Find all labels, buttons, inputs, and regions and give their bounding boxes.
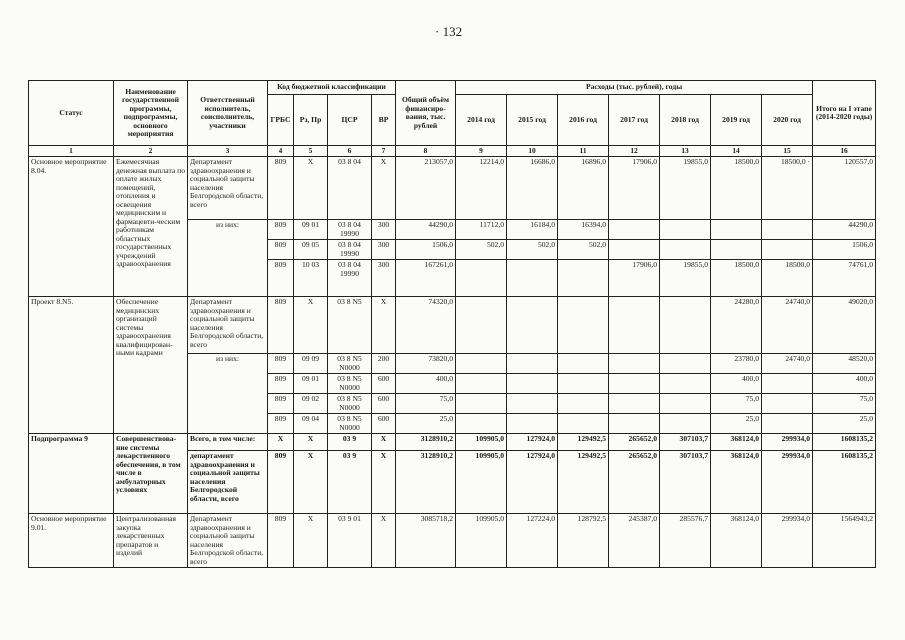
y2014-cell: 109905,0 <box>456 451 507 514</box>
responsible-cell: Всего, в том числе: <box>188 434 268 451</box>
vr-cell: 600 <box>372 374 396 394</box>
vr-cell: X <box>372 157 396 220</box>
y2020-cell <box>762 394 813 414</box>
y2015-cell: 502,0 <box>507 240 558 260</box>
csr-cell: 03 8 04 19990 <box>328 220 372 240</box>
grbs-cell: 809 <box>268 414 294 434</box>
y2014-cell <box>456 260 507 297</box>
y2015-cell: 16184,0 <box>507 220 558 240</box>
header-status: Статус <box>29 81 114 146</box>
header-vr: ВР <box>372 95 396 146</box>
table-row <box>29 514 876 568</box>
header-stage-total: Итого на I этапе (2014-2020 годы) <box>813 81 876 146</box>
csr-cell: 03 8 04 <box>328 157 372 220</box>
y2014-cell <box>456 394 507 414</box>
y2016-cell <box>558 297 609 354</box>
y2015-cell <box>507 260 558 297</box>
y2019-cell: 23780,0 <box>711 354 762 374</box>
y2015-cell: 127224,0 <box>507 514 558 568</box>
budget-table <box>28 80 876 568</box>
y2015-cell <box>507 297 558 354</box>
y2018-cell <box>660 220 711 240</box>
col-number: 1 <box>29 146 114 157</box>
y2014-cell: 11712,0 <box>456 220 507 240</box>
y2018-cell <box>660 374 711 394</box>
y2019-cell: 368124,0 <box>711 434 762 451</box>
y2016-cell <box>558 374 609 394</box>
page-number: · 132 <box>435 24 463 39</box>
header-grbs: ГРБС <box>268 95 294 146</box>
csr-cell: 03 8 N5 N0000 <box>328 394 372 414</box>
vr-cell: X <box>372 434 396 451</box>
responsible-cell: Департамент здравоохранения и социальной защиты населения Белгородской области, всего <box>188 514 268 568</box>
responsible-cell: Департамент здравоохранения и социальной защиты населения Белгородской области, всего <box>188 157 268 220</box>
table-row <box>29 297 876 354</box>
grbs-cell: 809 <box>268 220 294 240</box>
y2019-cell: 400,0 <box>711 374 762 394</box>
total-cell: 44290,0 <box>396 220 456 240</box>
col-number: 4 <box>268 146 294 157</box>
y2016-cell: 16896,0 <box>558 157 609 220</box>
y2017-cell <box>609 374 660 394</box>
y2017-cell: 17906,0 <box>609 260 660 297</box>
y2020-cell <box>762 374 813 394</box>
y2017-cell <box>609 414 660 434</box>
y2015-cell <box>507 414 558 434</box>
rzpr-cell: 09 01 <box>294 374 328 394</box>
header-2014: 2014 год <box>456 95 507 146</box>
y2019-cell <box>711 240 762 260</box>
y2017-cell: 245387,0 <box>609 514 660 568</box>
name-cell: Совершенствова-ние системы лекарственного обеспечения, в том числе в амбулаторных условиях <box>114 434 188 514</box>
grbs-cell: 809 <box>268 514 294 568</box>
table-row <box>29 434 876 451</box>
total-cell: 75,0 <box>396 394 456 414</box>
grbs-cell: 809 <box>268 297 294 354</box>
rzpr-cell: X <box>294 297 328 354</box>
y2015-cell <box>507 394 558 414</box>
total-cell: 25,0 <box>396 414 456 434</box>
vr-cell: X <box>372 514 396 568</box>
total-cell: 1506,0 <box>396 240 456 260</box>
rzpr-cell: 09 02 <box>294 394 328 414</box>
col-number: 10 <box>507 146 558 157</box>
grbs-cell: 809 <box>268 240 294 260</box>
grbs-cell: 809 <box>268 260 294 297</box>
y2018-cell <box>660 414 711 434</box>
col-number: 5 <box>294 146 328 157</box>
col-number: 7 <box>372 146 396 157</box>
rzpr-cell: X <box>294 434 328 451</box>
y2017-cell <box>609 220 660 240</box>
header-2020: 2020 год <box>762 95 813 146</box>
header-2018: 2018 год <box>660 95 711 146</box>
stage-total-cell: 48520,0 <box>813 354 876 374</box>
table-row <box>29 157 876 220</box>
y2020-cell <box>762 220 813 240</box>
stage-total-cell: 44290,0 <box>813 220 876 240</box>
y2019-cell: 75,0 <box>711 394 762 414</box>
y2020-cell: 299934,0 <box>762 434 813 451</box>
header-responsible: Ответственный исполнитель, соисполнитель, участники <box>188 81 268 146</box>
header-2017: 2017 год <box>609 95 660 146</box>
header-name: Наименование государственной программы, подпрограммы, основного мероприятия <box>114 81 188 146</box>
y2016-cell <box>558 260 609 297</box>
responsible-sub-label: из них: <box>188 220 268 297</box>
col-number: 6 <box>328 146 372 157</box>
vr-cell: 300 <box>372 220 396 240</box>
y2018-cell: 307103,7 <box>660 451 711 514</box>
responsible-cell: Департамент здравоохранения и социальной защиты населения Белгородской области, всего <box>188 297 268 354</box>
vr-cell: 600 <box>372 394 396 414</box>
grbs-cell: 809 <box>268 354 294 374</box>
total-cell: 3128910,2 <box>396 434 456 451</box>
y2019-cell: 25,0 <box>711 414 762 434</box>
csr-cell: 03 8 N5 N0000 <box>328 354 372 374</box>
y2018-cell <box>660 394 711 414</box>
y2016-cell <box>558 414 609 434</box>
csr-cell: 03 9 <box>328 451 372 514</box>
y2020-cell: 24740,0 <box>762 297 813 354</box>
y2018-cell: 307103,7 <box>660 434 711 451</box>
grbs-cell: 809 <box>268 451 294 514</box>
name-cell: Ежемесячная денежная выплата по оплате жилых помещений, отопления и освещения медицинским и фармацевти-ческим работникам областных государственных учреждений здравоохранения <box>114 157 188 297</box>
rzpr-cell: X <box>294 451 328 514</box>
name-cell: Обеспечение медицинских организаций системы здравоохранения квалифицирован-ными кадрами <box>114 297 188 434</box>
csr-cell: 03 8 N5 <box>328 297 372 354</box>
y2018-cell: 19855,0 <box>660 157 711 220</box>
vr-cell: X <box>372 451 396 514</box>
y2017-cell <box>609 297 660 354</box>
responsible-sub-label: из них: <box>188 354 268 434</box>
vr-cell: X <box>372 297 396 354</box>
y2018-cell <box>660 354 711 374</box>
csr-cell: 03 9 01 <box>328 514 372 568</box>
y2019-cell <box>711 220 762 240</box>
y2019-cell: 18500,0 <box>711 260 762 297</box>
y2016-cell: 128792,5 <box>558 514 609 568</box>
stage-total-cell: 1608135,2 <box>813 451 876 514</box>
y2020-cell: 299934,0 <box>762 514 813 568</box>
y2014-cell <box>456 354 507 374</box>
col-number: 15 <box>762 146 813 157</box>
status-cell: Подпрограмма 9 <box>29 434 114 514</box>
y2017-cell <box>609 394 660 414</box>
y2016-cell: 129492,5 <box>558 451 609 514</box>
stage-total-cell: 49020,0 <box>813 297 876 354</box>
header-2015: 2015 год <box>507 95 558 146</box>
status-cell: Основное мероприятие 9.01. <box>29 514 114 568</box>
total-cell: 400,0 <box>396 374 456 394</box>
col-number: 2 <box>114 146 188 157</box>
csr-cell: 03 8 N5 N0000 <box>328 374 372 394</box>
y2016-cell: 502,0 <box>558 240 609 260</box>
stage-total-cell: 75,0 <box>813 394 876 414</box>
col-number: 11 <box>558 146 609 157</box>
total-cell: 3085718,2 <box>396 514 456 568</box>
rzpr-cell: 09 09 <box>294 354 328 374</box>
name-cell: Централизованная закупка лекарственных препаратов и изделий <box>114 514 188 568</box>
csr-cell: 03 8 04 19990 <box>328 260 372 297</box>
y2015-cell: 127924,0 <box>507 434 558 451</box>
y2019-cell: 368124,0 <box>711 451 762 514</box>
y2020-cell <box>762 240 813 260</box>
col-number: 13 <box>660 146 711 157</box>
y2016-cell <box>558 354 609 374</box>
y2020-cell <box>762 414 813 434</box>
y2014-cell: 12214,0 <box>456 157 507 220</box>
header-2016: 2016 год <box>558 95 609 146</box>
y2014-cell <box>456 414 507 434</box>
stage-total-cell: 120557,0 <box>813 157 876 220</box>
y2016-cell: 16394,0 <box>558 220 609 240</box>
grbs-cell: 809 <box>268 374 294 394</box>
header-budget-code: Код бюджетной классификации <box>268 81 396 95</box>
y2017-cell <box>609 354 660 374</box>
header-expenses: Расходы (тыс. рублей), годы <box>456 81 813 95</box>
header-csr: ЦСР <box>328 95 372 146</box>
y2014-cell: 109905,0 <box>456 434 507 451</box>
grbs-cell: 809 <box>268 394 294 414</box>
status-cell: Проект 8.N5. <box>29 297 114 434</box>
total-cell: 73820,0 <box>396 354 456 374</box>
vr-cell: 200 <box>372 354 396 374</box>
grbs-cell: 809 <box>268 157 294 220</box>
total-cell: 167261,0 <box>396 260 456 297</box>
y2020-cell: 18500,0 <box>762 260 813 297</box>
stage-total-cell: 400,0 <box>813 374 876 394</box>
y2014-cell <box>456 374 507 394</box>
csr-cell: 03 8 04 19990 <box>328 240 372 260</box>
y2015-cell: 16686,0 <box>507 157 558 220</box>
y2017-cell: 265652,0 <box>609 434 660 451</box>
y2020-cell: 24740,0 <box>762 354 813 374</box>
header-total: Общий объём финансиро-вания, тыс. рублей <box>396 81 456 146</box>
y2019-cell: 18500,0 <box>711 157 762 220</box>
y2020-cell: 299934,0 <box>762 451 813 514</box>
responsible-cell: департамент здравоохранения и социальной защиты населения Белгородской области, всего <box>188 451 268 514</box>
col-number: 3 <box>188 146 268 157</box>
total-cell: 213057,0 <box>396 157 456 220</box>
rzpr-cell: X <box>294 157 328 220</box>
col-number: 9 <box>456 146 507 157</box>
rzpr-cell: 09 05 <box>294 240 328 260</box>
vr-cell: 300 <box>372 240 396 260</box>
y2018-cell <box>660 297 711 354</box>
csr-cell: 03 8 N5 N0000 <box>328 414 372 434</box>
total-cell: 74320,0 <box>396 297 456 354</box>
col-number: 12 <box>609 146 660 157</box>
stage-total-cell: 1564943,2 <box>813 514 876 568</box>
y2015-cell <box>507 354 558 374</box>
y2019-cell: 368124,0 <box>711 514 762 568</box>
header-2019: 2019 год <box>711 95 762 146</box>
y2017-cell: 17906,0 <box>609 157 660 220</box>
rzpr-cell: 09 01 <box>294 220 328 240</box>
csr-cell: 03 9 <box>328 434 372 451</box>
vr-cell: 300 <box>372 260 396 297</box>
col-number: 14 <box>711 146 762 157</box>
rzpr-cell: 09 04 <box>294 414 328 434</box>
y2014-cell: 502,0 <box>456 240 507 260</box>
stage-total-cell: 1506,0 <box>813 240 876 260</box>
y2018-cell: 19855,0 <box>660 260 711 297</box>
y2014-cell: 109905,0 <box>456 514 507 568</box>
y2015-cell <box>507 374 558 394</box>
col-number: 8 <box>396 146 456 157</box>
y2018-cell: 285576,7 <box>660 514 711 568</box>
y2020-cell: 18500,0 · <box>762 157 813 220</box>
y2017-cell: 265652,0 <box>609 451 660 514</box>
y2014-cell <box>456 297 507 354</box>
y2016-cell: 129492,5 <box>558 434 609 451</box>
rzpr-cell: 10 03 <box>294 260 328 297</box>
vr-cell: 600 <box>372 414 396 434</box>
stage-total-cell: 1608135,2 <box>813 434 876 451</box>
stage-total-cell: 25,0 <box>813 414 876 434</box>
status-cell: Основное мероприятие 8.04. <box>29 157 114 297</box>
y2017-cell <box>609 240 660 260</box>
total-cell: 3128910,2 <box>396 451 456 514</box>
y2016-cell <box>558 394 609 414</box>
grbs-cell: X <box>268 434 294 451</box>
rzpr-cell: X <box>294 514 328 568</box>
y2015-cell: 127924,0 <box>507 451 558 514</box>
stage-total-cell: 74761,0 <box>813 260 876 297</box>
y2019-cell: 24280,0 <box>711 297 762 354</box>
y2018-cell <box>660 240 711 260</box>
col-number: 16 <box>813 146 876 157</box>
header-rzpr: Рз, Пр <box>294 95 328 146</box>
